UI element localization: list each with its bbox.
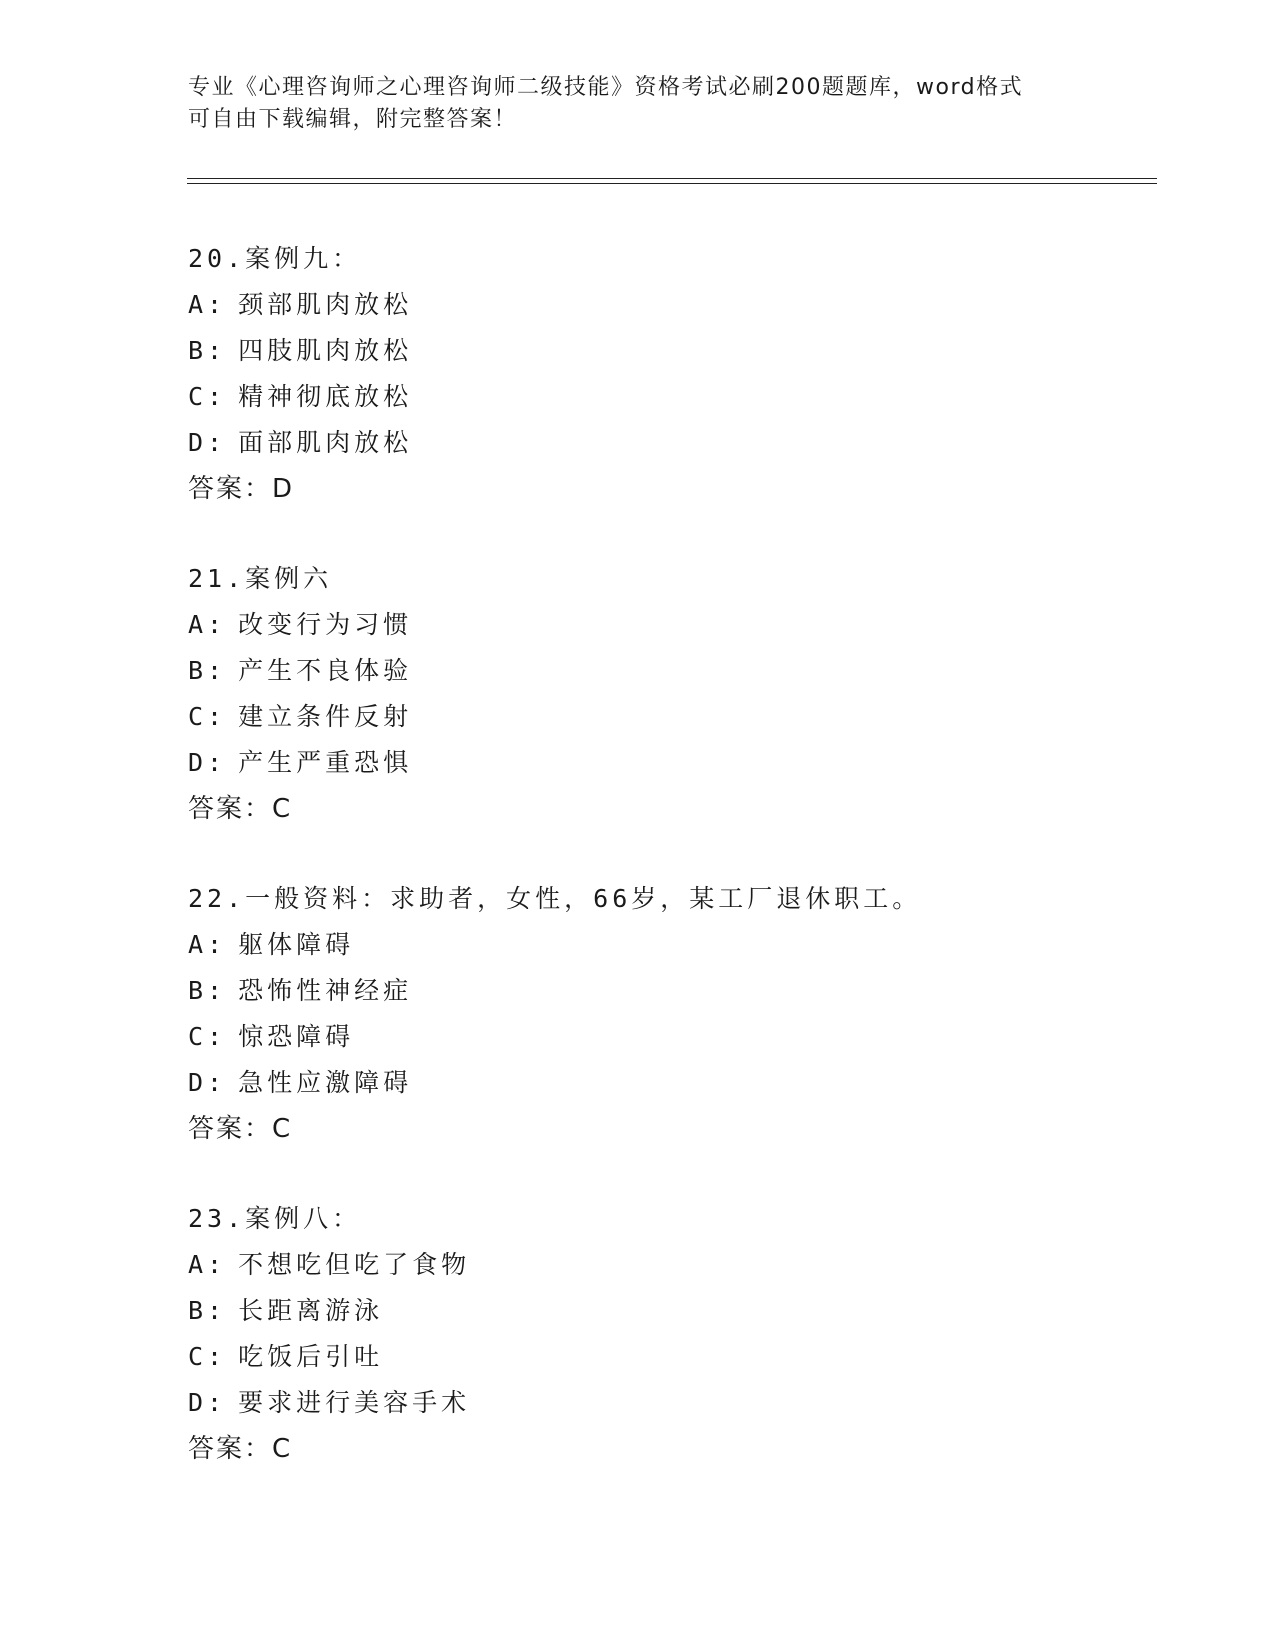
option-text: 精神彻底放松: [238, 382, 413, 411]
option-text: 面部肌肉放松: [238, 428, 413, 457]
question-title: 22.一般资料：求助者，女性，66岁，某工厂退休职工。: [188, 884, 922, 913]
option-text: 吃饭后引吐: [238, 1342, 384, 1371]
option-a: [188, 602, 1148, 648]
answer-line: 答案：C: [188, 1434, 293, 1464]
option-text: 四肢肌肉放松: [238, 336, 413, 365]
option-text: 改变行为习惯: [238, 610, 413, 639]
option-c: [188, 1334, 1148, 1380]
option-text: 建立条件反射: [238, 702, 413, 731]
header-divider-top: [187, 178, 1157, 179]
option-letter: C:: [188, 1022, 227, 1051]
question-title: 21.案例六: [188, 564, 333, 593]
option-text: 恐怖性神经症: [238, 976, 413, 1005]
option-b: [188, 648, 1148, 694]
answer-line: 答案：C: [188, 1114, 293, 1144]
question-22: [188, 876, 1148, 1152]
option-text: 产生严重恐惧: [238, 748, 413, 777]
option-letter: D:: [188, 1068, 227, 1097]
option-letter: C:: [188, 702, 227, 731]
option-letter: B:: [188, 336, 227, 365]
option-b: [188, 328, 1148, 374]
header-title-line-2: 可自由下载编辑，附完整答案！: [188, 107, 518, 132]
question-list: [188, 236, 1148, 1516]
option-a: [188, 922, 1148, 968]
question-21: [188, 556, 1148, 832]
option-d: [188, 1060, 1148, 1106]
option-letter: B:: [188, 656, 227, 685]
question-23: [188, 1196, 1148, 1472]
option-letter: A:: [188, 290, 227, 319]
option-text: 惊恐障碍: [238, 1022, 355, 1051]
option-d: [188, 740, 1148, 786]
header-divider-bottom: [187, 183, 1157, 184]
option-text: 躯体障碍: [238, 930, 355, 959]
question-20: [188, 236, 1148, 512]
option-letter: D:: [188, 748, 227, 777]
option-letter: B:: [188, 976, 227, 1005]
option-letter: D:: [188, 428, 227, 457]
option-letter: C:: [188, 382, 227, 411]
option-text: 长距离游泳: [238, 1296, 384, 1325]
document-header: [188, 72, 1088, 136]
option-text: 产生不良体验: [238, 656, 413, 685]
option-b: [188, 968, 1148, 1014]
answer-line: 答案：D: [188, 474, 295, 504]
question-title: 23.案例八：: [188, 1204, 362, 1233]
option-a: [188, 1242, 1148, 1288]
option-a: [188, 282, 1148, 328]
header-title-line-1: 专业《心理咨询师之心理咨询师二级技能》资格考试必刷200题题库，word格式: [188, 75, 1024, 100]
option-text: 颈部肌肉放松: [238, 290, 413, 319]
option-c: [188, 1014, 1148, 1060]
option-letter: A:: [188, 610, 227, 639]
option-text: 急性应激障碍: [238, 1068, 413, 1097]
option-text: 要求进行美容手术: [238, 1388, 471, 1417]
answer-line: 答案：C: [188, 794, 293, 824]
option-letter: A:: [188, 930, 227, 959]
option-d: [188, 420, 1148, 466]
option-c: [188, 694, 1148, 740]
option-letter: D:: [188, 1388, 227, 1417]
option-b: [188, 1288, 1148, 1334]
option-text: 不想吃但吃了食物: [238, 1250, 471, 1279]
option-d: [188, 1380, 1148, 1426]
question-title: 20.案例九：: [188, 244, 362, 273]
option-letter: B:: [188, 1296, 227, 1325]
option-c: [188, 374, 1148, 420]
option-letter: C:: [188, 1342, 227, 1371]
option-letter: A:: [188, 1250, 227, 1279]
